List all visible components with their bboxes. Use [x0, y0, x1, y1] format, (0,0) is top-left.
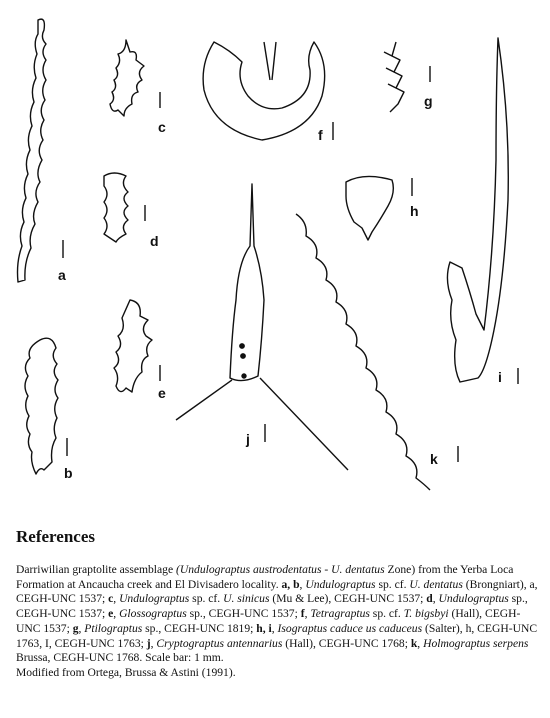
caption-text: sp., CEGH-UNC 1537;: [16, 592, 528, 621]
specimen-f: [203, 42, 325, 143]
specimen-e: [114, 300, 152, 392]
caption-text: ,: [78, 621, 85, 635]
caption-panel-ref: d: [426, 592, 433, 606]
caption-text: ,: [299, 577, 306, 591]
caption-panel-ref: e: [108, 607, 114, 621]
panel-label-g: g: [424, 93, 433, 109]
caption-taxon: Undulograptus: [119, 592, 190, 606]
caption-text: (Hall), CEGH-UNC 1537;: [16, 607, 521, 635]
panel-label-a: a: [58, 267, 66, 283]
caption-text: sp. cf.: [375, 577, 410, 591]
caption-panel-ref: j: [146, 636, 151, 650]
specimen-a: [18, 19, 47, 282]
panel-label-c: c: [158, 119, 166, 135]
panel-label-f: f: [318, 127, 323, 143]
caption-zone-name: (Undulograptus austrodentatus - U. dentatus: [176, 563, 385, 576]
caption-text: sp., CEGH-UNC 1819;: [142, 621, 257, 635]
caption-taxon: T. bigsbyi: [403, 607, 449, 621]
panel-label-i: i: [498, 369, 502, 385]
specimen-g: [384, 42, 404, 112]
caption-panel-ref: k: [410, 636, 418, 650]
caption-taxon: U. dentatus: [409, 577, 463, 591]
caption-text: ,: [150, 636, 157, 650]
caption-taxon: Tetragraptus: [310, 607, 370, 621]
caption-text: ,: [271, 621, 278, 635]
caption-taxon: Isograptus caduce us caduceus: [277, 621, 423, 635]
caption-taxon: Undulograptus: [305, 577, 376, 591]
caption-taxon: Cryptograptus antennarius: [156, 636, 283, 650]
caption-text: (Brongniart), a, CEGH-UNC 1537;: [16, 577, 538, 606]
panel-label-b: b: [64, 465, 73, 481]
panel-label-k: k: [430, 451, 438, 467]
caption-text: (Mu & Lee), CEGH-UNC 1537;: [269, 592, 427, 606]
caption-text: ,: [417, 636, 424, 650]
caption-taxon: Glossograptus: [119, 607, 187, 621]
caption-text: sp., CEGH-UNC 1537;: [186, 607, 301, 621]
caption-text: ,: [432, 592, 439, 606]
specimen-j: [230, 184, 264, 381]
specimen-d: [104, 173, 128, 242]
panel-label-h: h: [410, 203, 419, 219]
caption-panel-ref: c: [108, 592, 114, 606]
caption-text: Zone) from the Yerba Loca Formation at Ancaucha creek and El Divisadero locality.: [16, 563, 514, 591]
caption-text: (Salter), h, CEGH-UNC 1763, I, CEGH-UNC 1763;: [16, 621, 538, 650]
caption-panel-ref: h, i: [256, 621, 272, 635]
caption-source-line: Modified from Ortega, Brussa & Astini (1991).: [16, 665, 236, 679]
panel-label-d: d: [150, 233, 159, 249]
caption-text: Darriwilian graptolite assemblage: [16, 563, 177, 576]
caption-panel-ref: f: [300, 607, 305, 621]
specimen-i: [447, 38, 508, 385]
caption-taxon: U. sinicus: [223, 592, 270, 606]
caption-text: sp. cf.: [189, 592, 224, 606]
caption-text: (Hall), CEGH-UNC 1768;: [282, 636, 411, 650]
caption-text: ,: [113, 592, 120, 606]
specimen-k: [296, 214, 430, 490]
caption-panel-ref: g: [72, 621, 79, 635]
caption-taxon: Holmograptus serpens: [423, 636, 529, 650]
specimen-j-spine-left: [176, 380, 232, 420]
caption-panel-ref: a, b: [281, 577, 300, 591]
specimen-f-stipe: [264, 42, 276, 80]
specimen-h: [346, 176, 393, 240]
panel-label-e: e: [158, 385, 166, 401]
references-heading: References: [16, 527, 95, 546]
caption-text: sp. cf.: [369, 607, 404, 621]
figure-caption: [16, 563, 538, 681]
caption-taxon: Ptilograptus: [84, 621, 143, 635]
panel-label-j: j: [246, 431, 250, 447]
specimen-j-spine-right: [260, 378, 348, 470]
caption-text: ,: [304, 607, 311, 621]
specimen-c: [110, 40, 144, 116]
caption-taxon: Undulograptus: [438, 592, 509, 606]
specimen-b: [25, 338, 58, 474]
caption-text: ,: [113, 607, 120, 621]
caption-paragraph: [16, 563, 538, 666]
caption-text: Brussa, CEGH-UNC 1768. Scale bar: 1 mm.: [16, 651, 224, 665]
